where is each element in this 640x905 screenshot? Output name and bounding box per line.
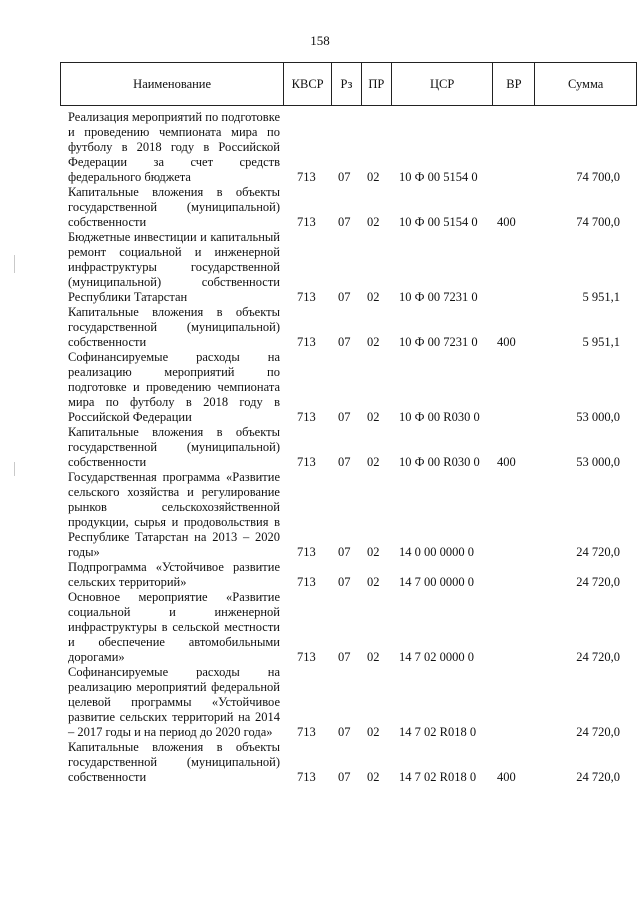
row-name: Основное мероприятие «Развитие социальной и инженерной инфраструктуры в сельской местности и обеспечение автомобильными дорогами» — [68, 590, 280, 664]
table-row — [0, 230, 640, 305]
row-name: Софинансируемые расходы на реализацию мероприятий по подготовке и проведению чемпионата мира по футболу в 2018 году в Российской Федерации — [68, 350, 280, 424]
row-kvsr: 713 — [297, 215, 316, 229]
row-rz: 07 — [338, 290, 351, 304]
table-row — [0, 665, 640, 740]
row-name: Капитальные вложения в объекты государственной (муниципальной) собственности — [68, 425, 280, 469]
row-name: Реализация мероприятий по подготовке и проведению чемпионата мира по футболу в 2018 году в Российской Федерации за счет средств федерального бюджета — [68, 110, 280, 184]
table-row — [0, 350, 640, 425]
row-pr: 02 — [367, 410, 380, 424]
row-sum: 24 720,0 — [576, 650, 620, 664]
table-header — [60, 62, 637, 106]
row-csr: 10 Ф 00 5154 0 — [399, 170, 478, 184]
row-name: Капитальные вложения в объекты государственной (муниципальной) собственности — [68, 740, 280, 784]
table-row — [0, 740, 640, 785]
row-kvsr: 713 — [297, 455, 316, 469]
row-vr: 400 — [497, 455, 516, 469]
row-pr: 02 — [367, 290, 380, 304]
row-csr: 10 Ф 00 7231 0 — [399, 290, 478, 304]
row-csr: 14 7 02 R018 0 — [399, 770, 477, 784]
row-name: Капитальные вложения в объекты государственной (муниципальной) собственности — [68, 305, 280, 349]
table-row — [0, 590, 640, 665]
row-kvsr: 713 — [297, 410, 316, 424]
row-pr: 02 — [367, 335, 380, 349]
table-row — [0, 425, 640, 470]
row-name: Государственная программа «Развитие сельского хозяйства и регулирование рынков сельскохозяйственной продукции, сырья и продовольствия в Республике Татарстан на 2013 – 2020 годы» — [68, 470, 280, 559]
page-number: 158 — [310, 33, 330, 48]
column-header-sum: Сумма — [567, 76, 604, 91]
table-row — [0, 185, 640, 230]
row-pr: 02 — [367, 545, 380, 559]
row-pr: 02 — [367, 725, 380, 739]
row-name: Бюджетные инвестиции и капитальный ремонт социальной и инженерной инфраструктуры государственной (муниципальной) собственности Республики Татарстан — [68, 230, 280, 304]
row-sum: 24 720,0 — [576, 575, 620, 589]
row-pr: 02 — [367, 455, 380, 469]
column-header-pr: ПР — [362, 63, 392, 105]
row-pr: 02 — [367, 170, 380, 184]
table-body — [0, 110, 640, 785]
row-sum: 5 951,1 — [582, 335, 620, 349]
row-rz: 07 — [338, 335, 351, 349]
row-kvsr: 713 — [297, 335, 316, 349]
row-sum: 74 700,0 — [576, 170, 620, 184]
row-rz: 07 — [338, 455, 351, 469]
row-name: Подпрограмма «Устойчивое развитие сельских территорий» — [68, 560, 280, 589]
column-header-vr: ВР — [493, 63, 535, 105]
row-rz: 07 — [338, 215, 351, 229]
column-header-rz: Рз — [332, 63, 362, 105]
row-rz: 07 — [338, 770, 351, 784]
row-kvsr: 713 — [297, 650, 316, 664]
row-sum: 74 700,0 — [576, 215, 620, 229]
table-row — [0, 305, 640, 350]
row-sum: 24 720,0 — [576, 545, 620, 559]
row-csr: 14 7 02 0000 0 — [399, 650, 474, 664]
row-pr: 02 — [367, 215, 380, 229]
table-row — [0, 110, 640, 185]
row-sum: 53 000,0 — [576, 455, 620, 469]
row-kvsr: 713 — [297, 290, 316, 304]
column-header-kvsr: КВСР — [284, 63, 332, 105]
row-csr: 10 Ф 00 7231 0 — [399, 335, 478, 349]
row-sum: 5 951,1 — [582, 290, 620, 304]
row-csr: 10 Ф 00 R030 0 — [399, 455, 480, 469]
row-name: Софинансируемые расходы на реализацию мероприятий федеральной целевой программы «Устойчивое развитие сельских территорий на 2014 – 2017 годы и на период до 2020 года» — [68, 665, 280, 739]
column-header-name: Наименование — [61, 63, 284, 105]
row-rz: 07 — [338, 545, 351, 559]
row-kvsr: 713 — [297, 545, 316, 559]
table-row — [0, 560, 640, 590]
row-rz: 07 — [338, 650, 351, 664]
row-kvsr: 713 — [297, 770, 316, 784]
row-sum: 24 720,0 — [576, 770, 620, 784]
row-csr: 10 Ф 00 R030 0 — [399, 410, 480, 424]
row-rz: 07 — [338, 725, 351, 739]
row-vr: 400 — [497, 335, 516, 349]
row-kvsr: 713 — [297, 170, 316, 184]
row-name: Капитальные вложения в объекты государственной (муниципальной) собственности — [68, 185, 280, 229]
row-pr: 02 — [367, 770, 380, 784]
row-vr: 400 — [497, 770, 516, 784]
row-pr: 02 — [367, 650, 380, 664]
row-vr: 400 — [497, 215, 516, 229]
row-csr: 14 0 00 0000 0 — [399, 545, 474, 559]
row-rz: 07 — [338, 410, 351, 424]
row-kvsr: 713 — [297, 725, 316, 739]
table-row — [0, 470, 640, 560]
row-csr: 14 7 02 R018 0 — [399, 725, 477, 739]
row-csr: 10 Ф 00 5154 0 — [399, 215, 478, 229]
row-pr: 02 — [367, 575, 380, 589]
row-csr: 14 7 00 0000 0 — [399, 575, 474, 589]
row-sum: 53 000,0 — [576, 410, 620, 424]
row-rz: 07 — [338, 170, 351, 184]
row-kvsr: 713 — [297, 575, 316, 589]
column-header-csr: ЦСР — [392, 63, 494, 105]
row-rz: 07 — [338, 575, 351, 589]
row-sum: 24 720,0 — [576, 725, 620, 739]
